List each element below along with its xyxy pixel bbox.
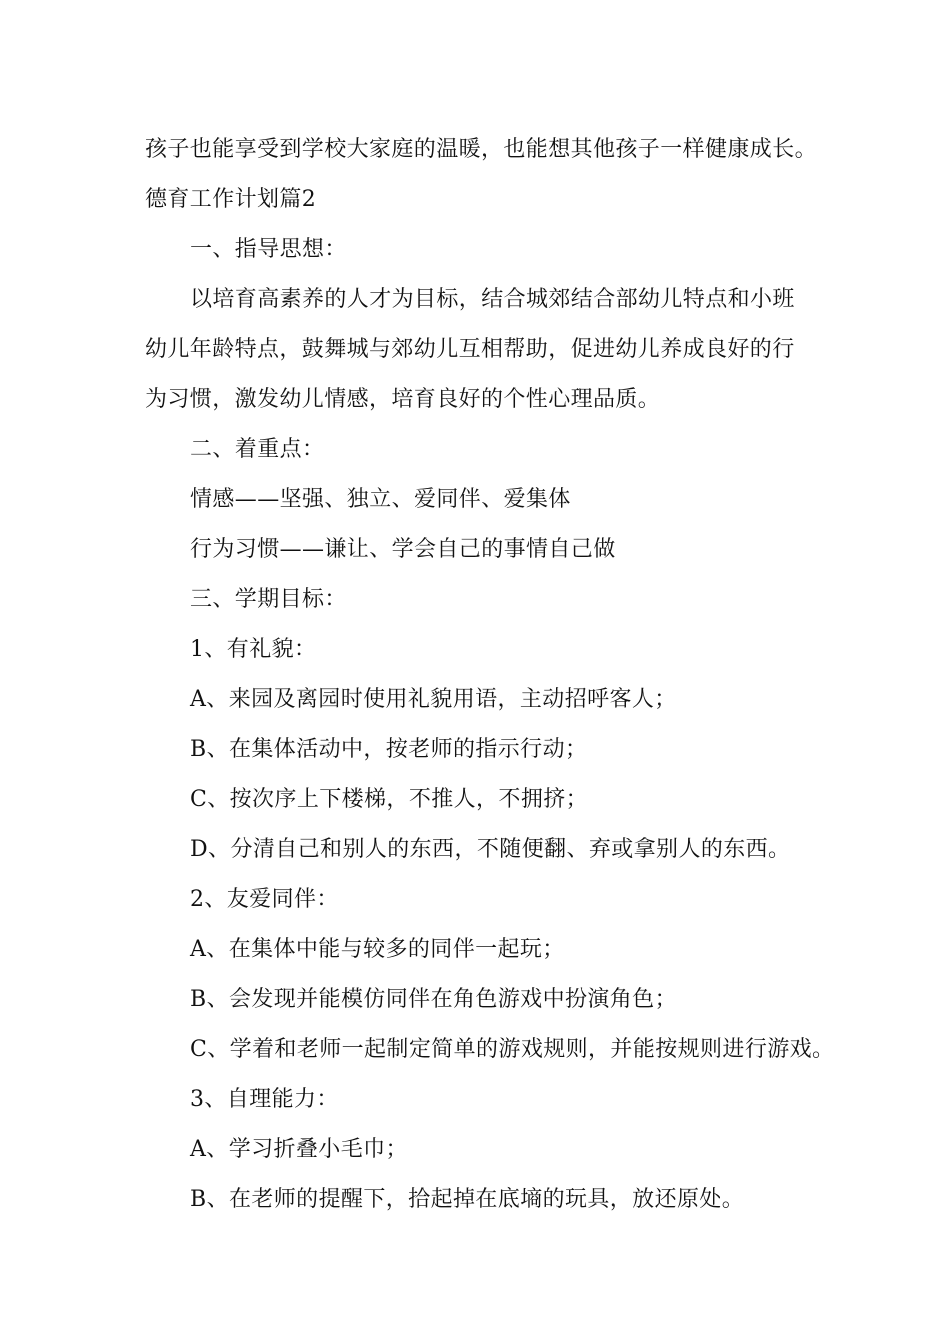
list-item: A、在集体中能与较多的同伴一起玩； [190,937,565,962]
list-item: B、在老师的提醒下，拾起掉在底墒的玩具，放还原处。 [190,1187,745,1212]
list-item: C、学着和老师一起制定简单的游戏规则，并能按规则进行游戏。 [190,1037,835,1062]
paragraph-line: 幼儿年龄特点，鼓舞城与郊幼儿互相帮助，促进幼儿养成良好的行 [145,337,795,362]
subheading-friendship: 2、友爱同伴： [190,887,339,912]
subheading-politeness: 1、有礼貌： [190,637,317,662]
heading-semester-goals: 三、学期目标： [190,587,347,612]
list-item: A、学习折叠小毛巾； [190,1137,408,1162]
list-item: A、来园及离园时使用礼貌用语，主动招呼客人； [190,687,677,712]
paragraph-continuation: 孩子也能享受到学校大家庭的温暖，也能想其他孩子一样健康成长。 [145,137,818,162]
paragraph-line: 为习惯，激发幼儿情感，培育良好的个性心理品质。 [145,387,661,412]
key-point-item: 情感——坚强、独立、爱同伴、爱集体 [190,487,571,512]
list-item: C、按次序上下楼梯，不推人，不拥挤； [190,787,589,812]
list-item: B、会发现并能模仿同伴在角色游戏中扮演角色； [190,987,677,1012]
list-item: B、在集体活动中，按老师的指示行动； [190,737,588,762]
paragraph-line: 以培育高素养的人才为目标，结合城郊结合部幼儿特点和小班 [190,287,795,312]
section-title: 德育工作计划篇2 [145,187,317,212]
heading-key-points: 二、着重点： [190,437,325,462]
key-point-item: 行为习惯——谦让、学会自己的事情自己做 [190,537,616,562]
heading-guiding-thought: 一、指导思想： [190,237,347,262]
list-item: D、分清自己和别人的东西，不随便翻、弃或拿别人的东西。 [190,837,791,862]
subheading-self-care: 3、自理能力： [190,1087,339,1112]
